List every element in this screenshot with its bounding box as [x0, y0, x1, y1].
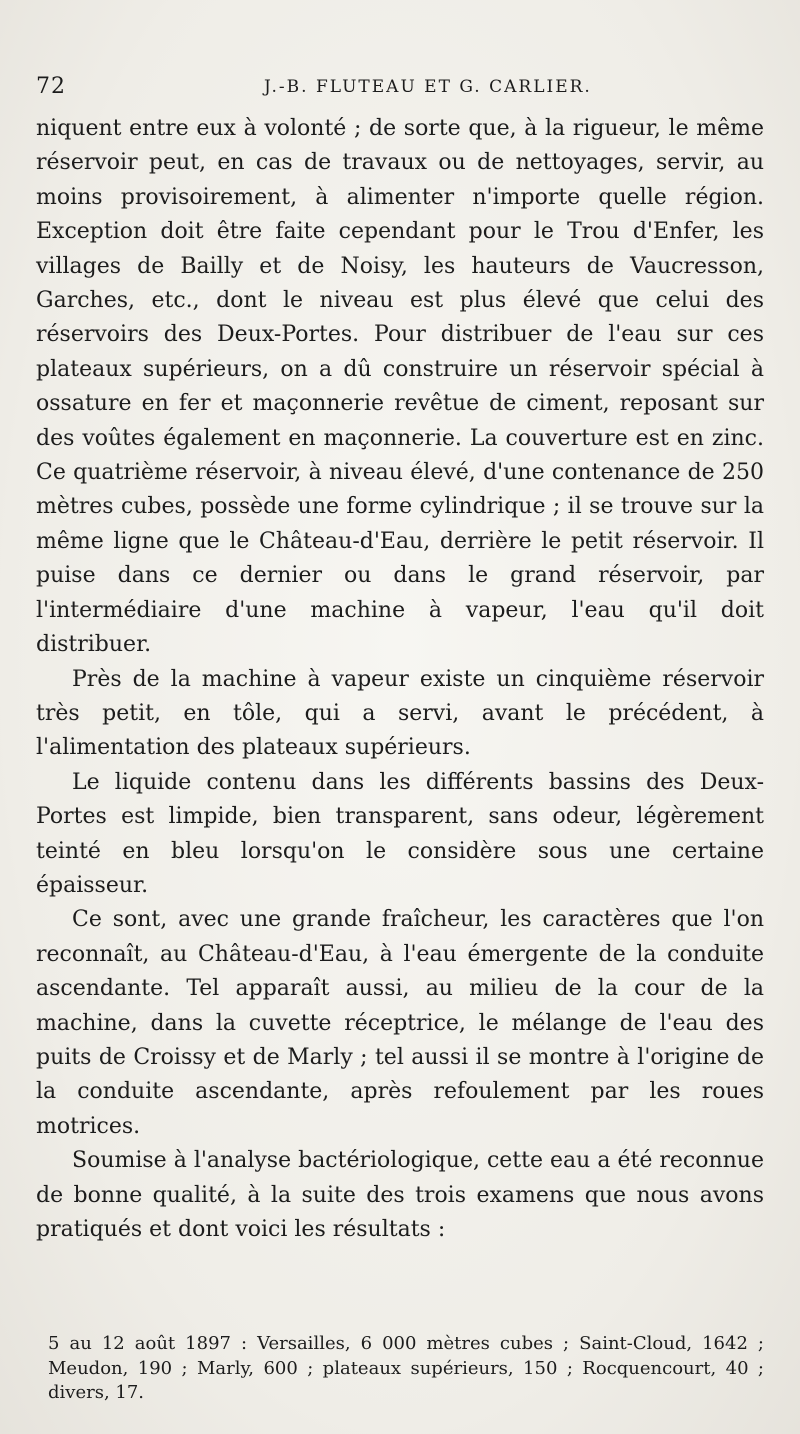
paragraph: niquent entre eux à volonté ; de sorte que, à la rigueur, le même réservoir peut, en cas de travaux ou de nettoyages, servir, au moins provisoirement, à alimenter n'importe quelle région. Exception doit être faite cependant pour le Trou d'Enfer, les villages de Bailly et de Noisy, les hauteurs de Vaucresson, Garches, etc., dont le niveau est plus élevé que celui des réservoirs des Deux-Portes. Pour distribuer de l'eau sur ces plateaux supérieurs, on a dû construire un réservoir spécial à ossature en fer et maçonnerie revêtue de ciment, reposant sur des voûtes également en maçonnerie. La couverture est en zinc. Ce quatrième réservoir, à niveau élevé, d'une contenance de 250 mètres cubes, possède une forme cylindrique ; il se trouve sur la même ligne que le Château-d'Eau, derrière le petit réservoir. Il puise dans ce dernier ou dans le grand réservoir, par l'intermédiaire d'une machine à vapeur, l'eau qu'il doit distribuer. [36, 116, 764, 658]
page-number: 72 [36, 74, 66, 99]
paragraph: Le liquide contenu dans les différents bassins des Deux-Portes est limpide, bien transparent, sans odeur, légèrement teinté en bleu lorsqu'on le considère sous une certaine épaisseur. [36, 769, 764, 898]
paragraph: Soumise à l'analyse bactériologique, cette eau a été reconnue de bonne qualité, à la suite des trois examens que nous avons pratiqués et dont voici les résultats : [36, 1148, 764, 1242]
paragraph: Ce sont, avec une grande fraîcheur, les caractères que l'on reconnaît, au Château-d'Eau, à l'eau émergente de la conduite ascendante. Tel apparaît aussi, au milieu de la cour de la machine, dans la cuvette réceptrice, le mélange de l'eau des puits de Croissy et de Marly ; tel aussi il se montre à l'origine de la conduite ascendante, après refoulement par les roues motrices. [36, 907, 764, 1139]
body-text [36, 112, 764, 1247]
footnote: 5 au 12 août 1897 : Versailles, 6 000 mètres cubes ; Saint-Cloud, 1642 ; Meudon, 190 ; Marly, 600 ; plateaux supérieurs, 150 ; Rocquencourt, 40 ; divers, 17. [48, 1333, 764, 1403]
paragraph: Près de la machine à vapeur existe un cinquième réservoir très petit, en tôle, qui a servi, avant le précédent, à l'alimentation des plateaux supérieurs. [36, 666, 764, 761]
page-header [36, 74, 766, 104]
running-head: J.-B. FLUTEAU ET G. CARLIER. [264, 77, 592, 97]
